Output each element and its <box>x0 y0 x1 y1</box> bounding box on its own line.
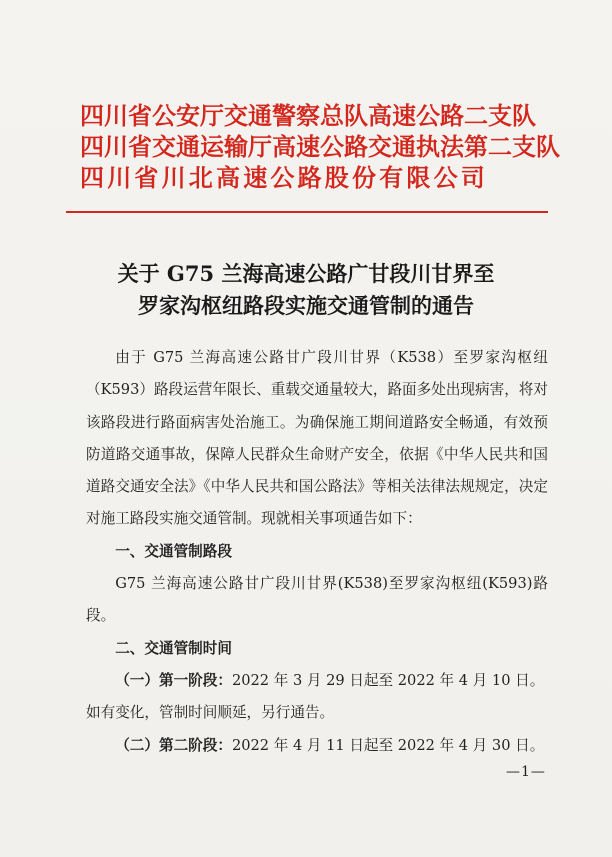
issuing-authorities-header <box>80 100 560 193</box>
red-header-divider <box>66 211 548 213</box>
section-1-text: G75 兰海高速公路甘广段川甘界(K538)至罗家沟枢纽(K593)路段。 <box>86 575 548 625</box>
page-number: —1— <box>506 764 546 780</box>
issuer-highway-company: 四川省川北高速公路股份有限公司 <box>80 163 488 192</box>
phase-2-label: （二）第二阶段： <box>115 736 232 754</box>
phase-1 <box>86 665 548 730</box>
phase-1-text: 2022 年 3 月 29 日起至 2022 年 4 月 10 日。如有变化，管制时间顺延，另行通告。 <box>86 671 545 722</box>
document-title-line-1: 关于 G75 兰海高速公路广甘段川甘界至 <box>117 261 495 286</box>
document-body <box>86 342 548 762</box>
phase-1-label: （一）第一阶段： <box>115 671 232 689</box>
document-title-line-2: 罗家沟枢纽路段实施交通管制的通告 <box>138 293 474 318</box>
intro-paragraph: 由于 G75 兰海高速公路甘广段川甘界（K538）至罗家沟枢纽（K593）路段运营年限长、重载交通量较大，路面多处出现病害，将对该路段进行路面病害处治施工。为确保施工期间道路安全畅通，有效预防道路交通事故，保障人民群众生命财产安全，依据《中华人民共和国道路交通安全法》《中华人民共和国公路法》等相关法律法规规定，决定对施工路段实施交通管制。现就相关事项通告如下： <box>86 349 548 528</box>
phase-2 <box>86 730 548 762</box>
phase-2-text: 2022 年 4 月 11 日起至 2022 年 4 月 30 日。 <box>231 736 545 754</box>
issuer-transport-enforcement: 四川省交通运输厅高速公路交通执法第二支队 <box>80 132 560 161</box>
issuer-traffic-police: 四川省公安厅交通警察总队高速公路二支队 <box>80 101 536 130</box>
section-2-heading: 二、交通管制时间 <box>115 639 232 657</box>
section-1-heading: 一、交通管制路段 <box>115 542 232 560</box>
